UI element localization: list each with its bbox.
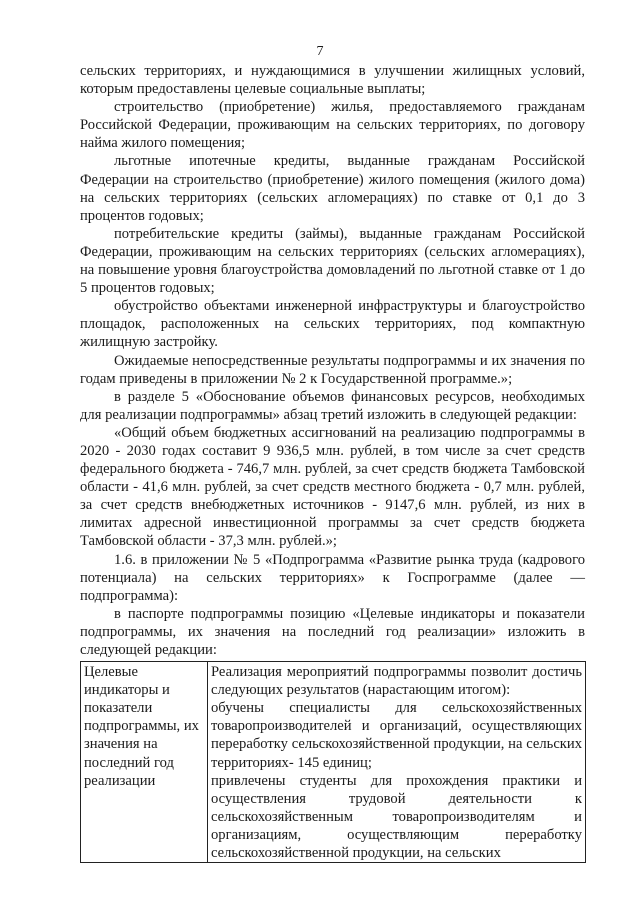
paragraph: 1.6. в приложении № 5 «Подпрограмма «Развитие рынка труда (кадрового потенциала) на сельских территориях» к Госпрограмме (далее — подпрограмма): [80, 551, 585, 604]
table-row [81, 662, 586, 863]
paragraph: потребительские кредиты (займы), выданные гражданам Российской Федерации, проживающим на сельских территориях (сельских агломерациях), на повышение уровня благоустройства домовладений по льготной ставке от 1 до 5 процентов годовых; [80, 225, 585, 297]
paragraph: в разделе 5 «Обоснование объемов финансовых ресурсов, необходимых для реализации подпрограммы» абзац третий изложить в следующей редакции: [80, 388, 585, 423]
cell-paragraph: Реализация мероприятий подпрограммы позволит достичь следующих результатов (нарастающим итогом): [211, 664, 582, 699]
cell-paragraph: привлечены студенты для прохождения практики и осуществления трудовой деятельности к сельскохозяйственным товаропроизводителям и организациям, осуществляющим переработку сельскохозяйственной продукции, на сельских [211, 772, 582, 862]
paragraph: льготные ипотечные кредиты, выданные гражданам Российской Федерации на строительство (приобретение) жилого помещения (жилого дома) на сельских территориях (сельских агломерациях) по ставке от 0,1 до 3 процентов годовых; [80, 153, 585, 224]
page-number: 7 [316, 44, 324, 59]
indicators-table [80, 661, 586, 863]
cell-paragraph: обучены специалисты для сельскохозяйственных товаропроизводителей и организаций, осуществляющих переработку сельскохозяйственной продукции, на сельских территориях- 145 единиц; [211, 700, 582, 771]
paragraph: строительство (приобретение) жилья, предоставляемого гражданам Российской Федерации, проживающим на сельских территориях, по договору найма жилого помещения; [80, 99, 585, 152]
paragraph: сельских территориях, и нуждающимися в улучшении жилищных условий, которым предоставлены целевые социальные выплаты; [80, 63, 585, 98]
paragraph: обустройство объектами инженерной инфраструктуры и благоустройство площадок, расположенных на сельских территориях, под компактную жилищную застройку. [80, 298, 585, 351]
document-body [80, 62, 585, 863]
paragraph: в паспорте подпрограммы позицию «Целевые индикаторы и показатели подпрограммы, их значения на последний год реализации» изложить в следующей редакции: [80, 605, 585, 658]
table-cell-label: Целевые индикаторы и показатели подпрограммы, их значения на последний год реализации [81, 662, 208, 863]
table-cell-content [208, 662, 586, 863]
paragraph: «Общий объем бюджетных ассигнований на реализацию подпрограммы в 2020 - 2030 годах составит 9 936,5 млн. рублей, в том числе за счет средств федерального бюджета - 746,7 млн. рублей, за счет средств бюджета Тамбовской области - 41,6 млн. рублей, за счет средств местного бюджета - 0,7 млн. рублей, за счет средств внебюджетных источников - 9147,6 млн. рублей, из них в лимитах адресной инвестиционной программы за счет средств бюджета Тамбовской области - 37,3 млн. рублей.»; [80, 424, 585, 550]
paragraph: Ожидаемые непосредственные результаты подпрограммы и их значения по годам приведены в приложении № 2 к Государственной программе.»; [80, 352, 585, 387]
